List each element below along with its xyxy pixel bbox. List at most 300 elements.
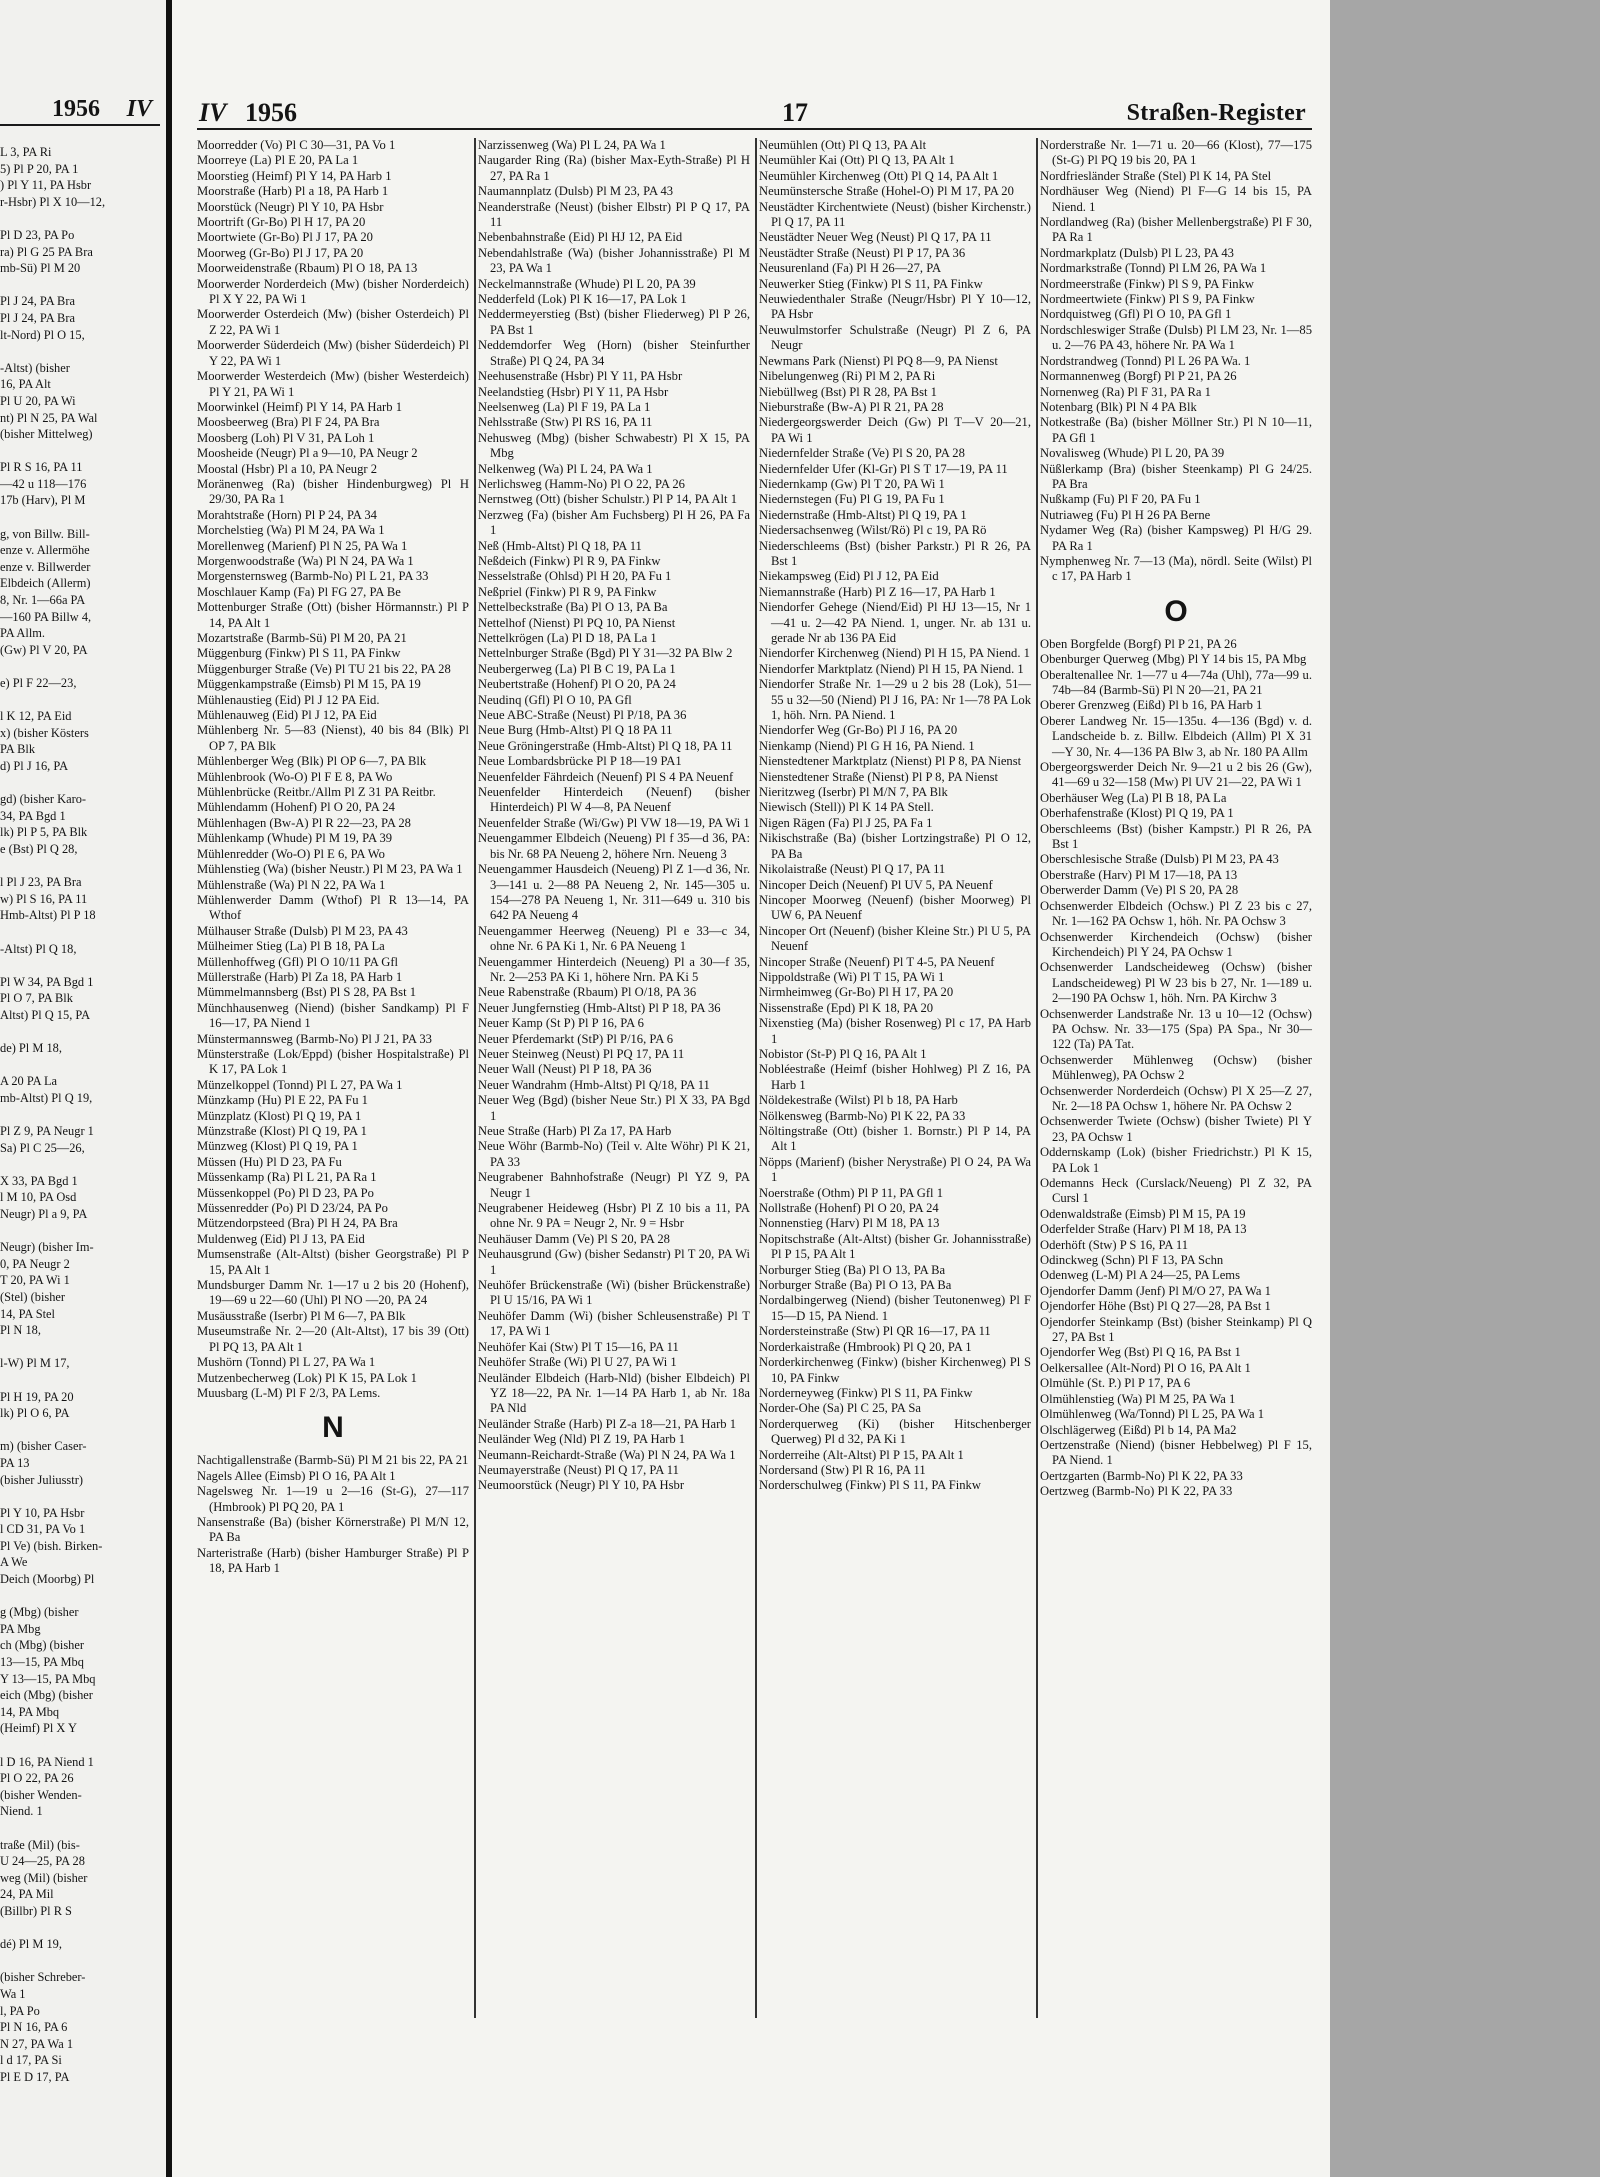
previous-page-line xyxy=(0,277,160,294)
street-entry: Müssenkamp (Ra) Pl L 21, PA Ra 1 xyxy=(197,1170,377,1185)
street-entry: Ochsenwerder Landstraße Nr. 13 u 10—12 (Ochsw) PA Ochsw. Nr. 33—175 (Spa) PA Spa., Nr 30—122 (Ta) PA Tat. xyxy=(1040,1006,1312,1052)
street-entry: Neuwiedenthaler Straße (Neugr/Hsbr) Pl Y 10—12, PA Hsbr xyxy=(759,292,1031,322)
street-entry: Nußkamp (Fu) Pl F 20, PA Fu 1 xyxy=(1040,492,1201,507)
street-entry: Oertzgarten (Barmb-No) Pl K 22, PA 33 xyxy=(1040,1468,1243,1483)
previous-page-line xyxy=(0,509,160,526)
previous-page-line: Elbdeich (Allerm) xyxy=(0,576,91,591)
street-entry: Mutzenbecherweg (Lok) Pl K 15, PA Lok 1 xyxy=(197,1370,417,1385)
street-entry: Oddernskamp (Lok) (bisher Friedrichstr.) Pl K 15, PA Lok 1 xyxy=(1040,1145,1312,1175)
street-entry: Oberaltenallee Nr. 1—77 u 4—74a (Uhl), 77a—99 u. 74b—84 (Barmb-Sü) Pl N 20—21, PA 21 xyxy=(1040,667,1312,697)
previous-page-line: PA 13 xyxy=(0,1455,30,1470)
street-entry: Niendorfer Gehege (Niend/Eid) Pl HJ 13—15, Nr 1—41 u. 2—42 PA Niend. 1, unger. Nr. ab 131 u. gerade Nr ab 136 PA Eid xyxy=(759,600,1031,645)
previous-page-line xyxy=(0,1339,160,1356)
previous-page-line: Y 13—15, PA Mbq xyxy=(0,1671,96,1686)
section-letter: N xyxy=(322,1411,344,1445)
previous-page-line: Pl R S 16, PA 11 xyxy=(0,460,83,475)
street-entry: Ojendorfer Damm (Jenf) Pl M/O 27, PA Wa 1 xyxy=(1040,1283,1271,1298)
previous-page-line: ra) Pl G 25 PA Bra xyxy=(0,244,93,259)
street-entry: Neumayerstraße (Neust) Pl Q 17, PA 11 xyxy=(478,1462,679,1477)
street-entry: Nernstweg (Ott) (bisher Schulstr.) Pl P 14, PA Alt 1 xyxy=(478,492,737,507)
street-entry: Müggenburger Straße (Ve) Pl TU 21 bis 22, PA 28 xyxy=(197,661,451,676)
street-entry: Neue Rabenstraße (Rbaum) Pl O/18, PA 36 xyxy=(478,985,697,1000)
street-entry: Noerstraße (Othm) Pl P 11, PA Gfl 1 xyxy=(759,1185,944,1200)
street-entry: Nagels Allee (Eimsb) Pl O 16, PA Alt 1 xyxy=(197,1468,396,1483)
street-entry: Nienstedtener Straße (Nienst) Pl P 8, PA Nienst xyxy=(759,769,999,784)
street-entry: Münzstraße (Klost) Pl Q 19, PA 1 xyxy=(197,1124,367,1138)
street-entry: Nettelnburger Straße (Bgd) Pl Y 31—32 PA Blw 2 xyxy=(478,646,733,661)
street-entry: Notkestraße (Ba) (bisher Möllner Str.) Pl N 10—11, PA Gfl 1 xyxy=(1040,415,1312,445)
previous-page-line xyxy=(0,443,160,460)
street-entry: Neue Straße (Harb) Pl Za 17, PA Harb xyxy=(478,1124,672,1138)
street-entry: Olschlägerweg (Eißd) Pl b 14, PA Ma2 xyxy=(1040,1422,1237,1437)
street-entry: Niewisch (Stell)) Pl K 14 PA Stell. xyxy=(759,800,934,815)
previous-page-line: Pl D 23, PA Po xyxy=(0,227,75,242)
street-entry: Obenburger Querweg (Mbg) Pl Y 14 bis 15, PA Mbg xyxy=(1040,652,1307,667)
street-entry: Oberschlesische Straße (Dulsb) Pl M 23, PA 43 xyxy=(1040,852,1279,867)
street-entry: Moosheide (Neugr) Pl a 9—10, PA Neugr 2 xyxy=(197,446,418,461)
street-entry: Neuengammer Heerweg (Neueng) Pl e 33—c 34, ohne Nr. 6 PA Ki 1, Nr. 6 PA Neueng 1 xyxy=(478,923,750,954)
street-entry: Mühlenberg Nr. 5—83 (Nienst), 40 bis 84 (Blk) Pl OP 7, PA Blk xyxy=(197,723,469,753)
street-entry: Norderquerweg (Ki) (bisher Hitschenberger Querweg) Pl d 32, PA Ki 1 xyxy=(759,1416,1031,1447)
street-entry: Neuenfelder Hinterdeich (Neuenf) (bisher Hinterdeich) Pl W 4—8, PA Neuenf xyxy=(478,785,750,815)
street-entry: Moorwinkel (Heimf) Pl Y 14, PA Harb 1 xyxy=(197,399,402,414)
street-entry: Nehlsstraße (Stw) Pl RS 16, PA 11 xyxy=(478,415,653,430)
street-entry: Niedernstegen (Fu) Pl G 19, PA Fu 1 xyxy=(759,492,945,507)
street-entry: Niebüllweg (Bst) Pl R 28, PA Bst 1 xyxy=(759,384,937,399)
register-columns xyxy=(197,138,1312,2038)
header-year: 1956 xyxy=(245,98,297,127)
street-entry: Mozartstraße (Barmb-Sü) Pl M 20, PA 21 xyxy=(197,631,407,645)
previous-page-line: Pl O 22, PA 26 xyxy=(0,1771,74,1786)
street-entry: Müggenburg (Finkw) Pl S 11, PA Finkw xyxy=(197,646,401,661)
previous-page-line: 34, PA Bgd 1 xyxy=(0,808,66,823)
street-entry: Naugarder Ring (Ra) (bisher Max-Eyth-Straße) Pl H 27, PA Ra 1 xyxy=(478,153,750,183)
street-entry: Oberhafenstraße (Klost) Pl Q 19, PA 1 xyxy=(1040,806,1234,821)
previous-page-line: l d 17, PA Si xyxy=(0,2053,62,2068)
street-entry: Niedernfelder Ufer (Kl-Gr) Pl S T 17—19, PA 11 xyxy=(759,461,1008,476)
street-entry: Neuländer Weg (Nld) Pl Z 19, PA Harb 1 xyxy=(478,1432,686,1447)
street-entry: Nordquistweg (Gfl) Pl O 10, PA Gfl 1 xyxy=(1040,307,1232,322)
street-entry: Nincoper Ort (Neuenf) (bisher Kleine Str.) Pl U 5, PA Neuenf xyxy=(759,923,1031,954)
previous-page-line: -Altst) (bisher xyxy=(0,360,70,375)
previous-page-line: l, PA Po xyxy=(0,2003,40,2018)
street-entry: Nordmarkstraße (Tonnd) Pl LM 26, PA Wa 1 xyxy=(1040,261,1267,276)
street-entry: Odemanns Heck (Curslack/Neueng) Pl Z 32, PA Cursl 1 xyxy=(1040,1176,1312,1206)
street-entry: Neuhöfer Straße (Wi) Pl U 27, PA Wi 1 xyxy=(478,1355,677,1370)
page-number: 17 xyxy=(782,98,808,127)
street-entry: Notenbarg (Blk) Pl N 4 PA Blk xyxy=(1040,399,1197,414)
previous-page-line xyxy=(0,775,160,792)
previous-page-line: Wa 1 xyxy=(0,1986,26,2001)
street-entry: Mülheimer Stieg (La) Pl B 18, PA La xyxy=(197,939,385,954)
previous-page-line: 16, PA Alt xyxy=(0,377,51,392)
street-entry: Neuer Jungfernstieg (Hmb-Altst) Pl P 18, PA 36 xyxy=(478,1000,721,1015)
street-entry: Neehusenstraße (Hsbr) Pl Y 11, PA Hsbr xyxy=(478,369,683,384)
street-entry: Mushörn (Tonnd) Pl L 27, PA Wa 1 xyxy=(197,1355,376,1370)
street-entry: Nordmeerstraße (Finkw) Pl S 9, PA Finkw xyxy=(1040,276,1254,291)
street-entry: Nordlandweg (Ra) (bisher Mellenbergstraße) Pl F 30, PA Ra 1 xyxy=(1040,215,1312,245)
previous-page-line: A We xyxy=(0,1555,28,1570)
previous-page-line xyxy=(0,692,160,709)
street-entry: Münzkamp (Hu) Pl E 22, PA Fu 1 xyxy=(197,1093,368,1108)
street-entry: Nincoper Moorweg (Neuenf) (bisher Moorweg) Pl UW 6, PA Neuenf xyxy=(759,892,1031,923)
street-entry: Müssenredder (Po) Pl D 23/24, PA Po xyxy=(197,1201,388,1216)
street-entry: Neuer Kamp (St P) Pl P 16, PA 6 xyxy=(478,1016,644,1031)
street-entry: Narzissenweg (Wa) Pl L 24, PA Wa 1 xyxy=(478,138,666,152)
street-entry: Nölkensweg (Barmb-No) Pl K 22, PA 33 xyxy=(759,1108,966,1123)
previous-page-line xyxy=(0,924,160,941)
previous-page-line: g, von Billw. Bill- xyxy=(0,526,90,541)
street-entry: Novalisweg (Whude) Pl L 20, PA 39 xyxy=(1040,446,1225,461)
street-entry: Nienkamp (Niend) Pl G H 16, PA Niend. 1 xyxy=(759,738,975,753)
previous-page-year: 1956 xyxy=(52,96,100,122)
street-entry: Nöltingstraße (Ott) (bisher 1. Bornstr.) Pl P 14, PA Alt 1 xyxy=(759,1124,1031,1154)
street-entry: Mühlenwerder Damm (Wthof) Pl R 13—14, PA Wthof xyxy=(197,892,469,923)
street-entry: Mottenburger Straße (Ott) (bisher Hörmannstr.) Pl P 14, PA Alt 1 xyxy=(197,600,469,630)
street-entry: Neusurenland (Fa) Pl H 26—27, PA xyxy=(759,261,942,276)
street-entry: Neuer Wandrahm (Hmb-Altst) Pl Q/18, PA 11 xyxy=(478,1077,710,1092)
previous-page-line xyxy=(0,957,160,974)
street-entry: Mühlenstraße (Wa) Pl N 22, PA Wa 1 xyxy=(197,877,386,892)
street-entry: Ochsenwerder Landscheideweg (Ochsw) (bisher Landscheideweg) Pl W 23 bis b 27, Nr. 1—189 u. 2—190 PA Ochsw 1, höh. Nrn. PA Kirchw 3 xyxy=(1040,960,1312,1006)
previous-page-line xyxy=(0,1023,160,1040)
previous-page-line: de) Pl M 18, xyxy=(0,1041,62,1056)
previous-page-line: PA Allm. xyxy=(0,626,45,641)
previous-page-line xyxy=(0,1106,160,1123)
previous-page-line: —160 PA Billw 4, xyxy=(0,609,92,624)
street-entry: Nonnenstieg (Harv) Pl M 18, PA 13 xyxy=(759,1216,940,1231)
street-entry: Nordhäuser Weg (Niend) Pl F—G 14 bis 15, PA Niend. 1 xyxy=(1040,184,1312,214)
street-entry: Neugrabener Heideweg (Hsbr) Pl Z 10 bis a 11, PA ohne Nr. 9 PA = Neugr 2, Nr. 9 = Hsbr xyxy=(478,1201,750,1231)
register-column-2 xyxy=(478,138,750,1494)
previous-page-line: d) Pl J 16, PA xyxy=(0,758,69,773)
previous-page-line: 5) Pl P 20, PA 1 xyxy=(0,161,79,176)
street-entry: Müllenhoffweg (Gfl) Pl O 10/11 PA Gfl xyxy=(197,954,399,969)
street-entry: Mühlenberger Weg (Blk) Pl OP 6—7, PA Blk xyxy=(197,754,427,769)
street-entry: Nettelkrögen (La) Pl D 18, PA La 1 xyxy=(478,631,657,645)
previous-page-line: (Heimf) Pl X Y xyxy=(0,1721,77,1736)
street-entry: Münzplatz (Klost) Pl Q 19, PA 1 xyxy=(197,1108,362,1123)
street-entry: Nikischstraße (Ba) (bisher Lortzingstraße) Pl O 12, PA Ba xyxy=(759,831,1031,861)
street-entry: Neuhöfer Kai (Stw) Pl T 15—16, PA 11 xyxy=(478,1339,679,1354)
street-entry: Nollstraße (Hohenf) Pl O 20, PA 24 xyxy=(759,1201,939,1216)
street-entry: Norderreihe (Alt-Altst) Pl P 15, PA Alt 1 xyxy=(759,1447,964,1462)
street-entry: Ochsenwerder Elbdeich (Ochsw.) Pl Z 23 bis c 27, Nr. 1—162 PA Ochsw 1, höh. Nr. PA Ochsw 3 xyxy=(1040,898,1312,929)
street-entry: Neuer Wall (Neust) Pl P 18, PA 36 xyxy=(478,1062,652,1077)
scan-background xyxy=(1330,0,1600,2177)
street-entry: Oertzenstraße (Niend) (bisner Hebbelweg) Pl F 15, PA Niend. 1 xyxy=(1040,1437,1312,1468)
previous-page-line xyxy=(0,858,160,875)
street-entry: Nöldekestraße (Wilst) Pl b 18, PA Harb xyxy=(759,1093,958,1108)
street-entry: Norburger Straße (Ba) Pl O 13, PA Ba xyxy=(759,1278,952,1293)
street-entry: Nebendahlstraße (Wa) (bisher Johannisstraße) Pl M 23, PA Wa 1 xyxy=(478,245,750,276)
previous-page-line xyxy=(0,658,160,675)
previous-page-fragment xyxy=(0,0,166,2177)
previous-page-line: r-Hsbr) Pl X 10—12, xyxy=(0,194,106,209)
previous-page-line: ) Pl Y 11, PA Hsbr xyxy=(0,178,92,193)
street-entry: Nehusweg (Mbg) (bisher Schwabestr) Pl X 15, PA Mbg xyxy=(478,430,750,461)
street-entry: Mühlenauweg (Eid) Pl J 12, PA Eid xyxy=(197,708,377,723)
previous-page-line: traße (Mil) (bis- xyxy=(0,1837,80,1852)
street-entry: Müssen (Hu) Pl D 23, PA Fu xyxy=(197,1154,342,1169)
street-entry: Mümmelmannsberg (Bst) Pl S 28, PA Bst 1 xyxy=(197,985,417,1000)
previous-page-line xyxy=(0,1372,160,1389)
previous-page-line: l CD 31, PA Vo 1 xyxy=(0,1522,86,1537)
previous-page-line: nt) Pl N 25, PA Wal xyxy=(0,410,98,425)
previous-page-line xyxy=(0,1953,160,1970)
street-entry: Odinckweg (Schn) Pl F 13, PA Schn xyxy=(1040,1253,1224,1268)
street-entry: Oberstraße (Harv) Pl M 17—18, PA 13 xyxy=(1040,867,1238,882)
previous-page-line: X 33, PA Bgd 1 xyxy=(0,1173,78,1188)
street-entry: Nagelsweg Nr. 1—19 u 2—16 (St-G), 27—117 (Hmbrook) Pl PQ 20, PA 1 xyxy=(197,1484,469,1514)
previous-page-line: g (Mbg) (bisher xyxy=(0,1605,79,1620)
street-entry: Nesselstraße (Ohlsd) Pl H 20, PA Fu 1 xyxy=(478,569,672,584)
street-entry: Neumoorstück (Neugr) Pl Y 10, PA Hsbr xyxy=(478,1478,685,1493)
previous-page-line: enze v. Allermöhe xyxy=(0,543,90,558)
street-entry: Nincoper Deich (Neuenf) Pl UV 5, PA Neuenf xyxy=(759,877,993,892)
street-entry: Nydamer Weg (Ra) (bisher Kampsweg) Pl H/G 29. PA Ra 1 xyxy=(1040,523,1312,553)
previous-page-line: l Pl J 23, PA Bra xyxy=(0,875,82,890)
previous-page-line: l M 10, PA Osd xyxy=(0,1190,77,1205)
street-entry: Moorweg (Gr-Bo) Pl J 17, PA 20 xyxy=(197,245,364,260)
street-entry: Mühlenstieg (Wa) (bisher Neustr.) Pl M 23, PA Wa 1 xyxy=(197,862,463,877)
previous-page-line: m) (bisher Caser- xyxy=(0,1439,87,1454)
previous-page-line: Deich (Moorbg) Pl xyxy=(0,1572,95,1587)
street-entry: Ochsenwerder Kirchendeich (Ochsw) (bisher Kirchendeich) Pl Y 24, PA Ochsw 1 xyxy=(1040,929,1312,959)
previous-page-line xyxy=(0,1920,160,1937)
street-entry: Müssenkoppel (Po) Pl D 23, PA Po xyxy=(197,1185,374,1200)
previous-page-text xyxy=(0,144,160,2085)
street-entry: Moorreye (La) Pl E 20, PA La 1 xyxy=(197,153,359,168)
previous-page-line: weg (Mil) (bisher xyxy=(0,1870,88,1885)
street-entry: Neue Burg (Hmb-Altst) Pl Q 18 PA 11 xyxy=(478,723,673,738)
previous-page-line xyxy=(0,210,160,227)
previous-page-header xyxy=(0,96,160,126)
street-entry: Neuer Weg (Bgd) (bisher Neue Str.) Pl X 33, PA Bgd 1 xyxy=(478,1093,750,1123)
street-entry: Ochsenwerder Mühlenweg (Ochsw) (bisher Mühlenweg), PA Ochsw 2 xyxy=(1040,1052,1312,1083)
street-entry: Nobléestraße (Heimf (bisher Hohlweg) Pl Z 16, PA Harb 1 xyxy=(759,1062,1031,1092)
street-entry: Ojendorfer Weg (Bst) Pl Q 16, PA Bst 1 xyxy=(1040,1345,1241,1360)
street-entry: Neddemdorfer Weg (Horn) (bisher Steinfurther Straße) Pl Q 24, PA 34 xyxy=(478,338,750,368)
street-entry: Nissenstraße (Epd) Pl K 18, PA 20 xyxy=(759,1000,934,1015)
street-entry: Nedderfeld (Lok) Pl K 16—17, PA Lok 1 xyxy=(478,292,687,307)
street-entry: Nincoper Straße (Neuenf) Pl T 4-5, PA Neuenf xyxy=(759,954,995,969)
previous-page-line xyxy=(0,1223,160,1240)
street-entry: Nerlichsweg (Hamm-No) Pl O 22, PA 26 xyxy=(478,476,685,491)
street-entry: Moorwerder Süderdeich (Mw) (bisher Süderdeich) Pl Y 22, PA Wi 1 xyxy=(197,338,469,368)
street-entry: Müggenkampstraße (Eimsb) Pl M 15, PA 19 xyxy=(197,677,421,692)
previous-page-line: 13—15, PA Mbq xyxy=(0,1655,84,1670)
street-entry: Moorwerder Norderdeich (Mw) (bisher Norderdeich) Pl X Y 22, PA Wi 1 xyxy=(197,276,469,307)
street-entry: Neumühlen (Ott) Pl Q 13, PA Alt xyxy=(759,138,927,152)
previous-page-line: Pl E D 17, PA xyxy=(0,2069,70,2084)
street-entry: Moorstraße (Harb) Pl a 18, PA Harb 1 xyxy=(197,184,389,199)
street-entry: Nordstrandweg (Tonnd) Pl L 26 PA Wa. 1 xyxy=(1040,353,1251,368)
previous-page-line: 17b (Harv), Pl M xyxy=(0,493,86,508)
street-entry: Oderfelder Straße (Harv) Pl M 18, PA 13 xyxy=(1040,1222,1247,1237)
previous-page-line: Pl W 34, PA Bgd 1 xyxy=(0,974,94,989)
street-entry: Morgensternsweg (Barmb-No) Pl L 21, PA 33 xyxy=(197,569,429,584)
street-entry: Neelsenweg (La) Pl F 19, PA La 1 xyxy=(478,399,651,414)
street-entry: Mumsenstraße (Alt-Altst) (bisher Georgstraße) Pl P 15, PA Alt 1 xyxy=(197,1247,469,1277)
street-entry: Moorwerder Osterdeich (Mw) (bisher Osterdeich) Pl Z 22, PA Wi 1 xyxy=(197,307,469,337)
street-entry: Mühlenbrook (Wo-O) Pl F E 8, PA Wo xyxy=(197,769,393,784)
street-entry: Neuer Pferdemarkt (StP) Pl P/16, PA 6 xyxy=(478,1031,674,1046)
street-entry: Neustädter Neuer Weg (Neust) Pl Q 17, PA 11 xyxy=(759,230,992,245)
street-entry: Nikolaistraße (Neust) Pl Q 17, PA 11 xyxy=(759,862,946,877)
street-entry: Neubertstraße (Hohenf) Pl O 20, PA 24 xyxy=(478,677,676,692)
street-entry: Nebenbahnstraße (Eid) Pl HJ 12, PA Eid xyxy=(478,230,683,245)
street-entry: Nordschleswiger Straße (Dulsb) Pl LM 23, Nr. 1—85 u. 2—76 PA 43, höhere Nr. PA Wa 1 xyxy=(1040,322,1312,353)
street-entry: Morellenweg (Marienf) Pl N 25, PA Wa 1 xyxy=(197,538,408,553)
previous-page-line: e) Pl F 22—23, xyxy=(0,676,77,690)
previous-page-line: (bisher Juliusstr) xyxy=(0,1472,83,1487)
street-entry: Niendorfer Kirchenweg (Niend) Pl H 15, PA Niend. 1 xyxy=(759,646,1030,661)
previous-page-line: Neugr) Pl a 9, PA xyxy=(0,1207,88,1221)
previous-page-line: T 20, PA Wi 1 xyxy=(0,1273,70,1288)
previous-page-line: (bisher Wenden- xyxy=(0,1787,82,1802)
street-entry: Neue Wöhr (Barmb-No) (Teil v. Alte Wöhr) Pl K 21, PA 33 xyxy=(478,1139,750,1169)
street-entry: Nachtigallenstraße (Barmb-Sü) Pl M 21 bis 22, PA 21 xyxy=(197,1453,469,1468)
street-entry: Neudinq (Gfl) Pl O 10, PA Gfl xyxy=(478,692,632,707)
previous-page-line: Altst) Pl Q 15, PA xyxy=(0,1007,91,1022)
street-entry: Moorstück (Neugr) Pl Y 10, PA Hsbr xyxy=(197,199,384,214)
street-entry: Norderneyweg (Finkw) Pl S 11, PA Finkw xyxy=(759,1385,973,1400)
street-entry: Moortrift (Gr-Bo) Pl H 17, PA 20 xyxy=(197,215,366,230)
street-entry: Nöpps (Marienf) (bisher Nerystraße) Pl O 24, PA Wa 1 xyxy=(759,1154,1031,1185)
street-entry: Neuländer Elbdeich (Harb-Nld) (bisher Elbdeich) Pl YZ 18—22, PA Nr. 1—14 PA Harb 1, ab Nr. 18a PA Nld xyxy=(478,1370,750,1416)
street-entry: Olmühle (St. P.) Pl P 17, PA 6 xyxy=(1040,1376,1191,1391)
street-entry: Münzweg (Klost) Pl Q 19, PA 1 xyxy=(197,1139,358,1154)
street-entry: Moschlauer Kamp (Fa) Pl FG 27, PA Be xyxy=(197,584,401,599)
register-page xyxy=(172,0,1330,2177)
street-entry: Nienstedtener Marktplatz (Nienst) Pl P 8, PA Nienst xyxy=(759,754,1022,769)
street-entry: Neelandstieg (Hsbr) Pl Y 11, PA Hsbr xyxy=(478,384,669,399)
street-entry: Musäusstraße (Iserbr) Pl M 6—7, PA Blk xyxy=(197,1308,406,1323)
street-entry: Neue ABC-Straße (Neust) Pl P/18, PA 36 xyxy=(478,708,687,723)
previous-page-line: w) Pl S 16, PA 11 xyxy=(0,891,88,906)
street-entry: Moränenweg (Ra) (bisher Hindenburgweg) Pl H 29/30, PA Ra 1 xyxy=(197,476,469,507)
street-entry: Nettelbeckstraße (Ba) Pl O 13, PA Ba xyxy=(478,600,668,615)
street-entry: Moostal (Hsbr) Pl a 10, PA Neugr 2 xyxy=(197,461,378,476)
street-entry: Niedernkamp (Gw) Pl T 20, PA Wi 1 xyxy=(759,476,945,491)
street-entry: Niekampsweg (Eid) Pl J 12, PA Eid xyxy=(759,569,939,584)
street-entry: Nerzweg (Fa) (bisher Am Fuchsberg) Pl H 26, PA Fa 1 xyxy=(478,507,750,538)
street-entry: Normannenweg (Borgf) Pl P 21, PA 26 xyxy=(1040,369,1237,384)
previous-page-line: Pl Ve) (bish. Birken- xyxy=(0,1538,103,1553)
street-entry: Nutriaweg (Fu) Pl H 26 PA Berne xyxy=(1040,507,1211,522)
street-entry: Neckelmannstraße (Whude) Pl L 20, PA 39 xyxy=(478,276,696,291)
previous-page-line xyxy=(0,1422,160,1439)
street-entry: Niemannstraße (Harb) Pl Z 16—17, PA Harb 1 xyxy=(759,584,996,599)
street-entry: Münsterstraße (Lok/Eppd) (bisher Hospitalstraße) Pl K 17, PA Lok 1 xyxy=(197,1046,469,1077)
previous-page-line: l D 16, PA Niend 1 xyxy=(0,1754,94,1769)
street-entry: Neustädter Kirchentwiete (Neust) (bisher Kirchenstr.) Pl Q 17, PA 11 xyxy=(759,199,1031,230)
street-entry: Neumühler Kai (Ott) Pl Q 13, PA Alt 1 xyxy=(759,153,955,168)
previous-page-line: gd) (bisher Karo- xyxy=(0,792,87,807)
street-entry: Norder-Ohe (Sa) Pl C 25, PA Sa xyxy=(759,1401,921,1416)
street-entry: Niedergeorgswerder Deich (Gw) Pl T—V 20—21, PA Wi 1 xyxy=(759,415,1031,445)
previous-page-line: Pl Z 9, PA Neugr 1 xyxy=(0,1124,94,1139)
previous-page-line xyxy=(0,343,160,360)
street-entry: Nordmeertwiete (Finkw) Pl S 9, PA Finkw xyxy=(1040,292,1255,307)
street-entry: Nippoldstraße (Wi) Pl T 15, PA Wi 1 xyxy=(759,969,945,984)
previous-page-line: (bisher Mittelweg) xyxy=(0,427,93,442)
street-entry: Nixenstieg (Ma) (bisher Rosenweg) Pl c 17, PA Harb 1 xyxy=(759,1016,1031,1046)
street-entry: Neustädter Straße (Neust) Pl P 17, PA 36 xyxy=(759,245,966,260)
previous-page-line: mb-Altst) Pl Q 19, xyxy=(0,1090,93,1105)
previous-page-line: (Stel) (bisher xyxy=(0,1289,66,1304)
street-entry: Norderschulweg (Finkw) Pl S 11, PA Finkw xyxy=(759,1478,981,1493)
street-entry: Neuenfelder Fährdeich (Neuenf) Pl S 4 PA Neuenf xyxy=(478,769,734,784)
header-volume: IV xyxy=(199,98,227,127)
street-entry: Norderstraße Nr. 1—71 u. 20—66 (Klost), 77—175 (St-G) Pl PQ 19 bis 20, PA 1 xyxy=(1040,138,1312,168)
street-entry: Nymphenweg Nr. 7—13 (Ma), nördl. Seite (Wilst) Pl c 17, PA Harb 1 xyxy=(1040,553,1312,584)
previous-page-line xyxy=(0,1820,160,1837)
street-entry: Neuengammer Hausdeich (Neueng) Pl Z 1—d 36, Nr. 3—141 u. 2—88 PA Neueng 2, Nr. 145—305 u. 154—278 PA Neueng 1, Nr. 311—649 u. 310 bis 642 PA Neueng 4 xyxy=(478,862,750,923)
street-entry: Mützendorpsteed (Bra) Pl H 24, PA Bra xyxy=(197,1216,398,1231)
street-entry: Oberer Grenzweg (Eißd) Pl b 16, PA Harb 1 xyxy=(1040,698,1263,713)
previous-page-line: Pl H 19, PA 20 xyxy=(0,1389,74,1404)
street-entry: Ochsenwerder Norderdeich (Ochsw) Pl X 25—Z 27, Nr. 2—18 PA Ochsw 1, höhere Nr. PA Ochsw 2 xyxy=(1040,1083,1312,1113)
street-entry: Mühlenredder (Wo-O) Pl E 6, PA Wo xyxy=(197,846,385,861)
street-entry: Nopitschstraße (Alt-Altst) (bisher Gr. Johannisstraße) Pl P 15, PA Alt 1 xyxy=(759,1231,1031,1262)
street-entry: Neubergerweg (La) Pl B C 19, PA La 1 xyxy=(478,661,676,676)
street-entry: Ojendorfer Höhe (Bst) Pl Q 27—28, PA Bst 1 xyxy=(1040,1299,1271,1314)
previous-page-line: Pl N 16, PA 6 xyxy=(0,2020,68,2035)
street-entry: Moosbeerweg (Bra) Pl F 24, PA Bra xyxy=(197,415,380,430)
street-entry: Morchelstieg (Wa) Pl M 24, PA Wa 1 xyxy=(197,523,385,538)
street-entry: Ojendorfer Steinkamp (Bst) (bisher Steinkamp) Pl Q 27, PA Bst 1 xyxy=(1040,1314,1312,1345)
previous-page-line: Pl N 18, xyxy=(0,1323,41,1338)
street-entry: Neumühler Kirchenweg (Ott) Pl Q 14, PA Alt 1 xyxy=(759,168,999,183)
previous-page-line xyxy=(0,1488,160,1505)
page-title: Straßen-Register xyxy=(1126,100,1306,126)
previous-page-line: PA Mbg xyxy=(0,1621,41,1636)
previous-page-line: U 24—25, PA 28 xyxy=(0,1854,85,1869)
previous-page-line: (bisher Schreber- xyxy=(0,1970,86,1985)
street-entry: Niendorfer Weg (Gr-Bo) Pl J 16, PA 20 xyxy=(759,723,958,738)
street-entry: Neuländer Straße (Harb) Pl Z-a 18—21, PA Harb 1 xyxy=(478,1416,736,1431)
street-entry: Mülhauser Straße (Dulsb) Pl M 23, PA 43 xyxy=(197,923,408,938)
street-entry: Neuwerker Stieg (Finkw) Pl S 11, PA Finkw xyxy=(759,276,983,291)
street-entry: Neugrabener Bahnhofstraße (Neugr) Pl YZ 9, PA Neugr 1 xyxy=(478,1170,750,1200)
previous-page-line: (Billbr) Pl R S xyxy=(0,1903,72,1918)
street-entry: Muldenweg (Eid) Pl J 13, PA Eid xyxy=(197,1231,365,1246)
street-entry: Neuer Steinweg (Neust) Pl PQ 17, PA 11 xyxy=(478,1046,685,1061)
street-entry: Niendorfer Straße Nr. 1—29 u 2 bis 28 (Lok), 51—55 u 32—50 (Niend) Pl J 16, PA: Nr 1—78 PA Lok 1, höh. Nrn. PA Niend. 1 xyxy=(759,677,1031,723)
previous-page-line: lk) Pl P 5, PA Blk xyxy=(0,825,88,840)
previous-page-line: A 20 PA La xyxy=(0,1074,58,1089)
street-entry: Museumstraße Nr. 2—20 (Alt-Altst), 17 bis 39 (Ott) Pl PQ 13, PA Alt 1 xyxy=(197,1324,469,1354)
street-entry: Neuengammer Elbdeich (Neueng) Pl f 35—d 36, PA: bis Nr. 68 PA Neueng 2, höhere Nrn. Neueng 3 xyxy=(478,831,750,861)
street-entry: Münzelkoppel (Tonnd) Pl L 27, PA Wa 1 xyxy=(197,1077,403,1092)
street-entry: Moortwiete (Gr-Bo) Pl J 17, PA 20 xyxy=(197,230,373,245)
previous-page-line: lk) Pl O 6, PA xyxy=(0,1406,70,1421)
street-entry: Mundsburger Damm Nr. 1—17 u 2 bis 20 (Hohenf), 19—69 u 22—60 (Uhl) Pl NO —20, PA 24 xyxy=(197,1278,469,1308)
street-entry: Neuhöfer Brückenstraße (Wi) (bisher Brückenstraße) Pl U 15/16, PA Wi 1 xyxy=(478,1278,750,1308)
street-entry: Moorredder (Vo) Pl C 30—31, PA Vo 1 xyxy=(197,138,396,152)
previous-page-line: lt-Nord) Pl O 15, xyxy=(0,327,85,342)
street-entry: Nordalbingerweg (Niend) (bisher Teutonenweg) Pl F 15—D 15, PA Niend. 1 xyxy=(759,1293,1031,1323)
street-entry: Nordersand (Stw) Pl R 16, PA 11 xyxy=(759,1462,926,1477)
column-divider xyxy=(1036,138,1038,2018)
street-entry: Moosberg (Loh) Pl V 31, PA Loh 1 xyxy=(197,430,375,445)
street-entry: Narteristraße (Harb) (bisher Hamburger Straße) Pl P 18, PA Harb 1 xyxy=(197,1545,469,1576)
street-entry: Nirmheimweg (Gr-Bo) Pl H 17, PA 20 xyxy=(759,985,954,1000)
street-entry: Newmans Park (Nienst) Pl PQ 8—9, PA Nienst xyxy=(759,353,998,368)
street-entry: Oelkersallee (Alt-Nord) Pl O 16, PA Alt 1 xyxy=(1040,1360,1251,1375)
